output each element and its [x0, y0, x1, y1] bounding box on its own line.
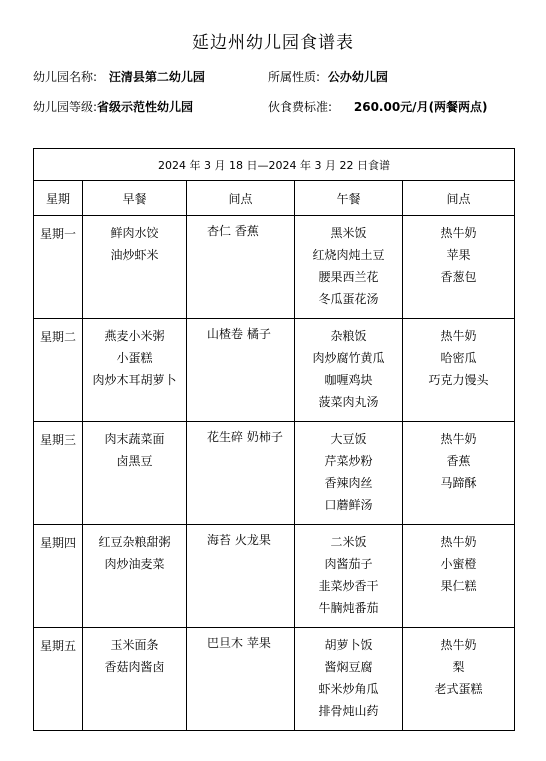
weekday-label: 星期一 — [40, 227, 77, 241]
snack-pm-cell — [403, 319, 514, 391]
header-weekday: 星期 — [34, 181, 83, 216]
breakfast-item: 油炒虾米 — [110, 248, 159, 262]
header-row — [34, 181, 515, 216]
weekday-label: 星期三 — [40, 433, 77, 447]
header-breakfast: 早餐 — [83, 181, 187, 216]
lunch-item: 冬瓜蛋花汤 — [318, 292, 379, 306]
table-row — [34, 525, 515, 628]
snack-pm-item: 梨 — [452, 660, 465, 674]
lunch-item: 芹菜炒粉 — [324, 454, 373, 468]
snack-pm-cell — [403, 216, 514, 288]
lunch-cell — [295, 422, 402, 516]
grade-value: 省级示范性幼儿园 — [97, 100, 194, 114]
lunch-item: 酱焖豆腐 — [324, 660, 373, 674]
snack-pm-item: 哈密瓜 — [440, 351, 477, 365]
lunch-item: 牛腩炖番茄 — [318, 601, 379, 615]
grade-row — [33, 98, 193, 115]
snack-pm-item: 老式蛋糕 — [434, 682, 483, 696]
lunch-item: 大豆饭 — [330, 432, 367, 446]
lunch-item: 排骨炖山药 — [318, 704, 379, 718]
lunch-item: 肉炒腐竹黄瓜 — [312, 351, 385, 365]
table-row — [34, 422, 515, 525]
snack-am-cell: 海苔 火龙果 — [207, 533, 271, 547]
lunch-cell — [295, 525, 402, 619]
lunch-item: 腰果西兰花 — [318, 270, 379, 284]
table-row — [34, 628, 515, 731]
period-row — [34, 149, 515, 181]
snack-pm-item: 马蹄酥 — [440, 476, 477, 490]
period-title: 2024 年 3 月 18 日—2024 年 3 月 22 日食谱 — [34, 149, 515, 181]
lunch-item: 虾米炒角瓜 — [318, 682, 379, 696]
breakfast-cell — [83, 628, 186, 678]
snack-pm-item: 香葱包 — [440, 270, 477, 284]
snack-pm-item: 热牛奶 — [440, 638, 477, 652]
lunch-cell — [295, 319, 402, 413]
fee-label: 伙食费标准: — [268, 100, 333, 114]
document-title: 延边州幼儿园食谱表 — [192, 33, 354, 53]
fee-value: 260.00元/月(两餐两点) — [353, 100, 488, 114]
weekday-label: 星期五 — [40, 639, 77, 653]
lunch-item: 口蘑鲜汤 — [324, 498, 373, 512]
lunch-item: 韭菜炒香干 — [318, 579, 379, 593]
snack-pm-item: 热牛奶 — [440, 432, 477, 446]
breakfast-item: 红豆杂粮甜粥 — [98, 535, 171, 549]
breakfast-item: 燕麦小米粥 — [104, 329, 165, 343]
lunch-item: 菠菜肉丸汤 — [318, 395, 379, 409]
header-lunch: 午餐 — [295, 181, 403, 216]
lunch-item: 红烧肉炖土豆 — [312, 248, 385, 262]
breakfast-cell — [83, 525, 186, 575]
snack-pm-item: 热牛奶 — [440, 226, 477, 240]
snack-pm-cell — [403, 525, 514, 597]
breakfast-cell — [83, 216, 186, 266]
snack-am-cell: 巴旦木 苹果 — [207, 636, 271, 650]
breakfast-item: 肉炒油麦菜 — [104, 557, 165, 571]
lunch-item: 二米饭 — [330, 535, 367, 549]
snack-am-cell: 花生碎 奶柿子 — [207, 430, 283, 444]
breakfast-item: 小蛋糕 — [116, 351, 153, 365]
ownership-value: 公办幼儿园 — [327, 70, 388, 84]
ownership-row — [268, 68, 388, 85]
fee-row — [268, 98, 488, 115]
snack-pm-item: 热牛奶 — [440, 535, 477, 549]
snack-pm-item: 热牛奶 — [440, 329, 477, 343]
snack-am-cell: 山楂卷 橘子 — [207, 327, 271, 341]
kindergarten-name-value: 汪清县第二幼儿园 — [108, 70, 205, 84]
breakfast-item: 玉米面条 — [110, 638, 159, 652]
header-snack-pm: 间点 — [403, 181, 515, 216]
lunch-item: 咖喱鸡块 — [324, 373, 373, 387]
snack-pm-cell — [403, 628, 514, 700]
table-row — [34, 319, 515, 422]
snack-pm-item: 果仁糕 — [440, 579, 477, 593]
lunch-item: 香辣肉丝 — [324, 476, 373, 490]
lunch-cell — [295, 628, 402, 722]
snack-pm-cell — [403, 422, 514, 494]
breakfast-cell — [83, 319, 186, 391]
weekday-label: 星期四 — [40, 536, 77, 550]
grade-label: 幼儿园等级: — [33, 100, 98, 114]
lunch-item: 黑米饭 — [330, 226, 367, 240]
header-snack-am: 间点 — [187, 181, 295, 216]
breakfast-item: 鲜肉水饺 — [110, 226, 159, 240]
kindergarten-name-row — [33, 68, 205, 85]
weekday-label: 星期二 — [40, 330, 77, 344]
kindergarten-name-label: 幼儿园名称: — [33, 70, 98, 84]
breakfast-item: 香菇肉酱卤 — [104, 660, 165, 674]
breakfast-item: 卤黑豆 — [116, 454, 153, 468]
snack-pm-item: 小蜜橙 — [440, 557, 477, 571]
ownership-label: 所属性质: — [268, 70, 321, 84]
breakfast-item: 肉末蔬菜面 — [104, 432, 165, 446]
snack-am-cell: 杏仁 香蕉 — [207, 224, 259, 238]
lunch-item: 肉酱茄子 — [324, 557, 373, 571]
snack-pm-item: 巧克力馒头 — [428, 373, 489, 387]
menu-table — [33, 148, 515, 731]
breakfast-cell — [83, 422, 186, 472]
lunch-cell — [295, 216, 402, 310]
snack-pm-item: 香蕉 — [446, 454, 471, 468]
table-row — [34, 216, 515, 319]
lunch-item: 胡萝卜饭 — [324, 638, 373, 652]
breakfast-item: 肉炒木耳胡萝卜 — [92, 373, 177, 387]
snack-pm-item: 苹果 — [446, 248, 471, 262]
lunch-item: 杂粮饭 — [330, 329, 367, 343]
